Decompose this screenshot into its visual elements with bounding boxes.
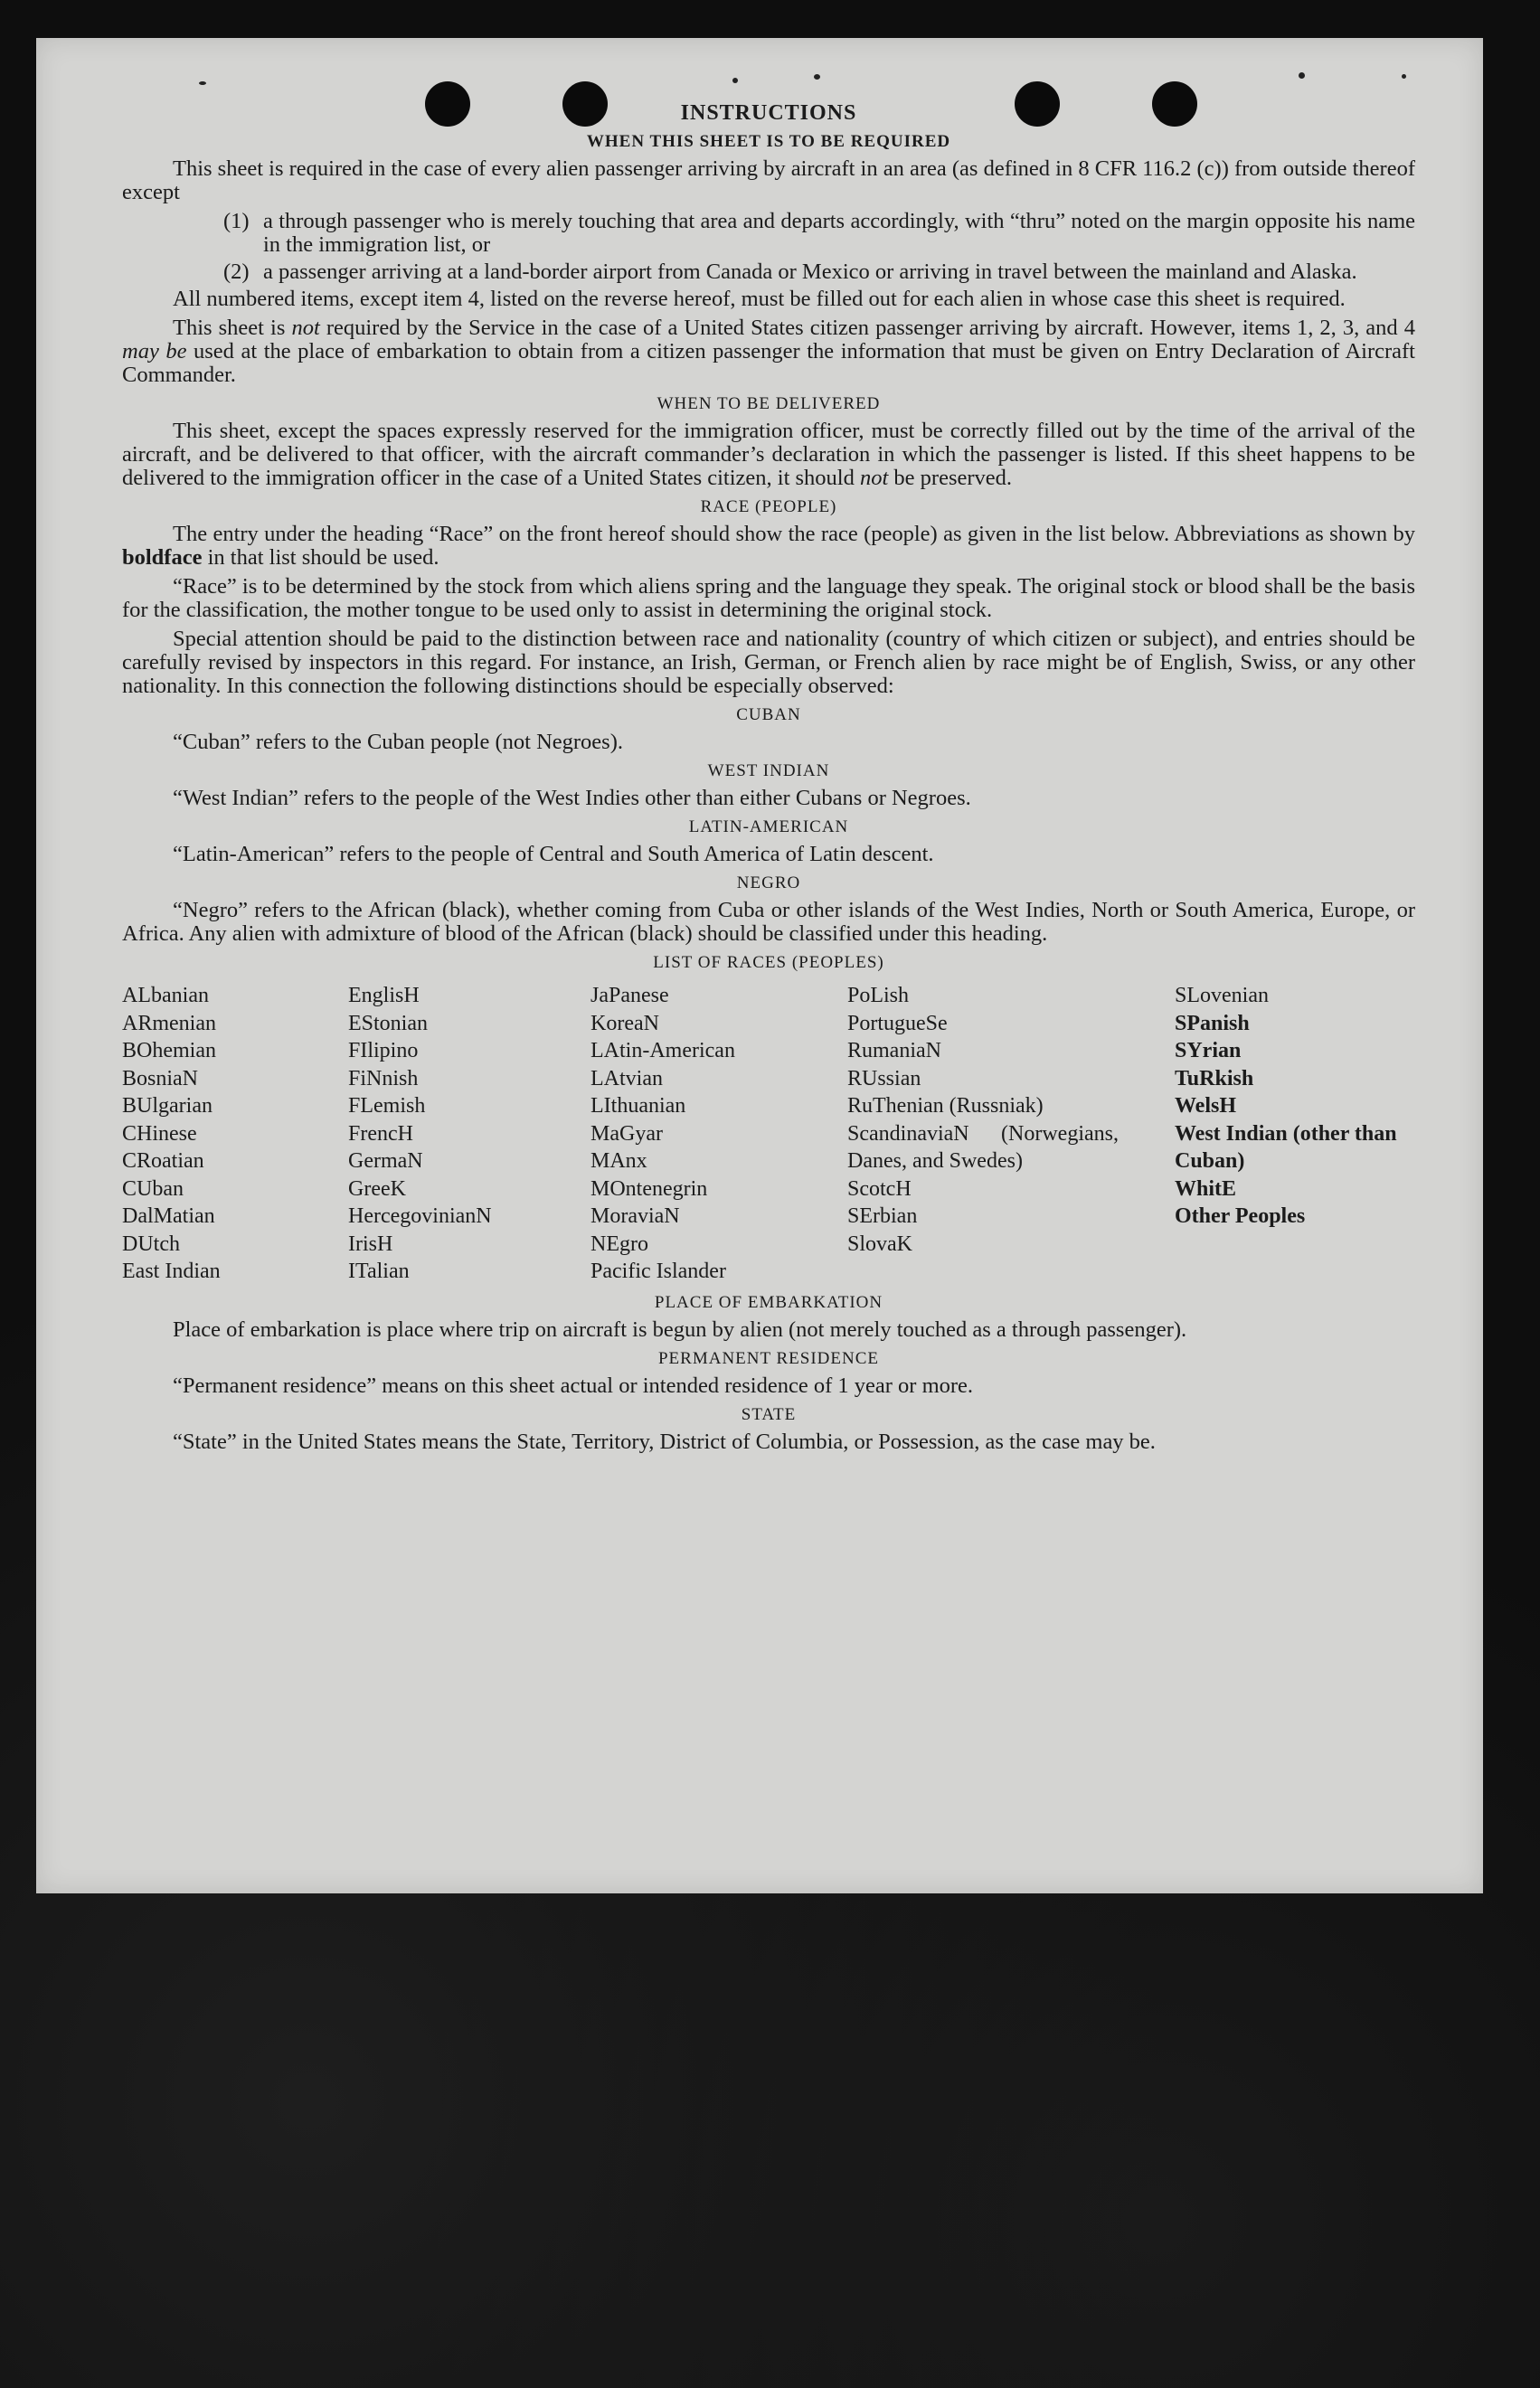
race-entry: East Indian xyxy=(122,1260,221,1283)
race-entry: FiNnish xyxy=(348,1066,419,1090)
race-entry: FIlipino xyxy=(348,1039,419,1062)
race-entry: PoLish xyxy=(847,984,910,1007)
section-heading-when-required: WHEN THIS SHEET IS TO BE REQUIRED xyxy=(586,132,951,151)
residence-text: “Permanent residence” means on this sheet actual or intended residence of 1 year or more. xyxy=(173,1373,974,1398)
race-entry: FLemish xyxy=(348,1094,426,1118)
race-entry: MoraviaN xyxy=(590,1204,680,1228)
race-entry: MOntenegrin xyxy=(590,1176,708,1201)
numbered-items-note: All numbered items, except item 4, listed on the reverse hereof, must be filled out for each alien in whose case this sheet is required. xyxy=(173,287,1346,311)
race-entry: SYrian xyxy=(1175,1039,1242,1062)
race-entry: CHinese xyxy=(122,1121,197,1146)
item-number: (1) xyxy=(223,209,250,233)
race-entry: CRoatian xyxy=(122,1149,204,1173)
races-column xyxy=(348,982,590,1286)
item-number: (2) xyxy=(223,260,250,284)
race-para-1 xyxy=(122,523,1415,570)
race-entry: RumaniaN xyxy=(847,1039,941,1062)
scan-speck xyxy=(732,78,738,83)
text-run: required by the Service in the case of a United States citizen passenger arriving by aircraft. However, items 1, 2, 3, and 4 xyxy=(319,316,1416,340)
race-entry: MAnx xyxy=(590,1149,647,1173)
race-para-2: “Race” is to be determined by the stock from which aliens spring and the language they speak. The original stock or blood shall be the basis for the classification, the mother tongue to be used only to assist in determining the original stock. xyxy=(122,574,1415,622)
race-entry: BUlgarian xyxy=(122,1094,213,1118)
citizen-note xyxy=(122,316,1415,387)
race-entry: HercegovinianN xyxy=(348,1204,492,1228)
section-heading-cuban: CUBAN xyxy=(736,705,801,724)
race-entry: SPanish xyxy=(1175,1011,1250,1035)
race-entry: BOhemian xyxy=(122,1039,216,1062)
race-entry: IrisH xyxy=(348,1232,393,1256)
scan-speck xyxy=(199,81,206,85)
section-heading-state: STATE xyxy=(741,1404,797,1424)
race-entry: LIthuanian xyxy=(590,1094,686,1118)
races-column xyxy=(590,982,847,1286)
race-entry: CUban xyxy=(122,1176,184,1201)
race-entry: PortugueSe xyxy=(847,1011,948,1035)
race-para-3: Special attention should be paid to the distinction between race and nationality (country of which citizen or subject), and entries should be carefully revised by inspectors in this regard. For instance, an Irish, German, or French alien by race might be of English, Swiss, or any other nationality. In this connection the following distinctions should be especially observed: xyxy=(122,627,1415,698)
item-text: a passenger arriving at a land-border airport from Canada or Mexico or arriving in travel between the mainland and Alaska. xyxy=(263,260,1357,284)
state-text: “State” in the United States means the State, Territory, District of Columbia, or Possession, as the case may be. xyxy=(173,1429,1156,1454)
instructions-body xyxy=(122,101,1415,1459)
text-run: in that list should be used. xyxy=(202,545,439,570)
section-heading-west-indian: WEST INDIAN xyxy=(707,761,830,780)
delivery-text xyxy=(122,420,1415,490)
section-heading-race: RACE (PEOPLE) xyxy=(700,497,837,516)
section-heading-negro: NEGRO xyxy=(736,873,801,892)
west-indian-text: “West Indian” refers to the people of the West Indies other than either Cubans or Negroes. xyxy=(173,786,971,810)
race-entry: SlovaK xyxy=(847,1232,912,1256)
races-column xyxy=(122,982,348,1286)
scan-speck xyxy=(1402,74,1406,79)
text-run: be preserved. xyxy=(888,466,1013,490)
section-heading-list: LIST OF RACES (PEOPLES) xyxy=(653,953,884,972)
embarkation-text: Place of embarkation is place where trip on aircraft is begun by alien (not merely touched as a through passenger). xyxy=(173,1317,1187,1342)
emphasis: not xyxy=(291,316,320,340)
race-entry: RuThenian (Russniak) xyxy=(847,1094,1044,1118)
race-entry: DUtch xyxy=(122,1232,180,1256)
section-heading-residence: PERMANENT RESIDENCE xyxy=(657,1348,880,1368)
race-entry: ARmenian xyxy=(122,1011,216,1035)
text-run: The entry under the heading “Race” on the front hereof should show the race (people) as given in the list below. Abbreviations as shown by xyxy=(173,522,1415,546)
race-entry: TuRkish xyxy=(1175,1066,1254,1090)
text-run: used at the place of embarkation to obtain from a citizen passenger the information that must be given on Entry Declaration of Aircraft Commander. xyxy=(122,339,1415,387)
race-entry: NEgro xyxy=(590,1232,648,1256)
item-text: a through passenger who is merely touching that area and departs accordingly, with “thru” noted on the margin opposite his name in the immigration list, or xyxy=(263,209,1415,257)
race-entry: BosniaN xyxy=(122,1066,198,1090)
race-entry: SLovenian xyxy=(1175,984,1269,1007)
race-entry: WelsH xyxy=(1175,1094,1237,1118)
race-entry: Other Peoples xyxy=(1175,1204,1306,1228)
race-entry: JaPanese xyxy=(590,984,669,1007)
required-intro: This sheet is required in the case of every alien passenger arriving by aircraft in an area (as defined in 8 CFR 116.2 (c)) from outside thereof except xyxy=(122,156,1415,204)
text-run: This sheet is xyxy=(173,316,292,340)
instruction-sheet xyxy=(36,38,1483,1893)
emphasis: not xyxy=(859,466,889,490)
race-entry: Pacific Islander xyxy=(590,1260,726,1283)
race-entry: West Indian (other than Cuban) xyxy=(1175,1121,1397,1173)
races-column xyxy=(1175,982,1410,1286)
race-entry: SErbian xyxy=(847,1204,918,1228)
negro-text: “Negro” refers to the African (black), whether coming from Cuba or other islands of the West Indies, North or South America, Europe, or Africa. Any alien with admixture of blood of the African (black) should be classified under this heading. xyxy=(122,898,1415,946)
race-entry: ALbanian xyxy=(122,984,209,1007)
race-entry: GreeK xyxy=(348,1176,406,1201)
exception-item xyxy=(122,210,1415,257)
page-title: INSTRUCTIONS xyxy=(680,101,857,125)
emphasis: may be xyxy=(122,339,187,363)
cuban-text: “Cuban” refers to the Cuban people (not Negroes). xyxy=(173,730,623,754)
race-entry: FrencH xyxy=(348,1121,413,1146)
scan-speck xyxy=(1299,72,1305,79)
section-heading-when-delivered: WHEN TO BE DELIVERED xyxy=(657,394,881,413)
race-entry: ScotcH xyxy=(847,1176,912,1201)
race-entry: EStonian xyxy=(348,1011,428,1035)
race-entry: ScandinaviaN (Norwegians, Danes, and Swedes) xyxy=(847,1121,1119,1173)
race-entry: ITalian xyxy=(348,1260,410,1283)
race-entry: RUssian xyxy=(847,1066,921,1090)
scan-speck xyxy=(814,74,820,80)
race-entry: MaGyar xyxy=(590,1121,663,1146)
races-column xyxy=(847,982,1175,1286)
section-heading-embarkation: PLACE OF EMBARKATION xyxy=(654,1292,883,1312)
races-list xyxy=(122,982,1415,1286)
bold-text: boldface xyxy=(122,545,203,570)
latin-american-text: “Latin-American” refers to the people of Central and South America of Latin descent. xyxy=(173,842,934,866)
section-heading-latin-american: LATIN-AMERICAN xyxy=(688,817,849,836)
race-entry: LAtvian xyxy=(590,1066,663,1090)
race-entry: GermaN xyxy=(348,1149,423,1173)
race-entry: LAtin-American xyxy=(590,1039,735,1062)
text-run: This sheet, except the spaces expressly reserved for the immigration officer, must be correctly filled out by the time of the arrival of the aircraft, and be delivered to that officer, with the aircraft commander’s declaration in which the passenger is listed. If this sheet happens to be delivered to the immigration officer in the case of a United States citizen, it should xyxy=(122,419,1415,490)
exception-item xyxy=(122,260,1415,284)
race-entry: DalMatian xyxy=(122,1204,215,1228)
race-entry: EnglisH xyxy=(348,984,420,1007)
race-entry: WhitE xyxy=(1175,1176,1237,1201)
race-entry: KoreaN xyxy=(590,1011,659,1035)
